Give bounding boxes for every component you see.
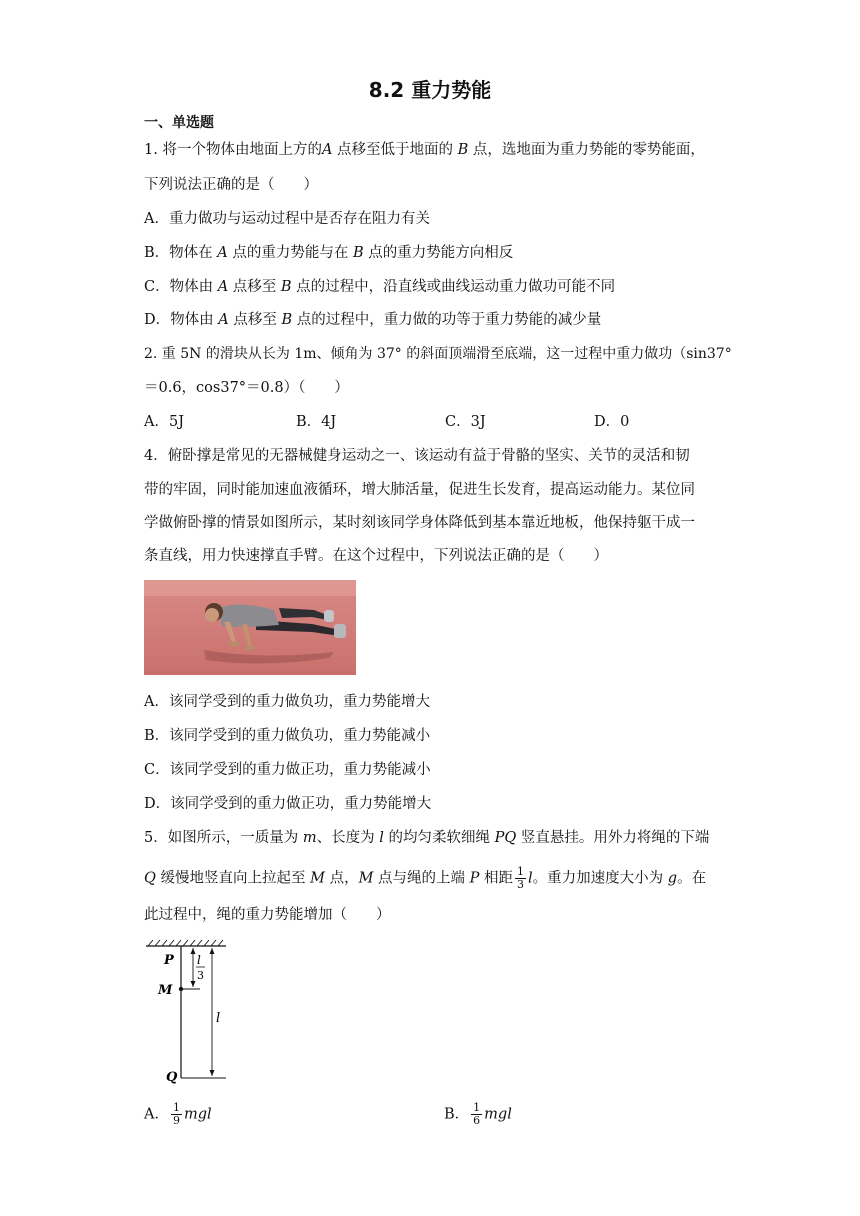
q4-option-a: A．该同学受到的重力做负功，重力势能增大 [144,694,430,710]
q2-option-d: D．0 [594,414,630,430]
label-p: P [164,953,174,968]
q1-option-a: A．重力做功与运动过程中是否存在阻力有关 [144,211,430,227]
label-m: M [158,983,173,998]
q2-option-a: A．5J [144,414,185,430]
label-frac-num: l [197,953,201,967]
section-heading: 一、单选题 [144,115,214,131]
q4-option-c: C．该同学受到的重力做正功，重力势能减小 [144,762,431,778]
page-title: 8.2 重力势能 [368,78,492,102]
q1-option-b: B．物体在 A 点的重力势能与在 B 点的重力势能方向相反 [144,245,514,261]
q4-option-d: D．该同学受到的重力做正功，重力势能增大 [144,796,432,812]
q1-line2: 下列说法正确的是（ ） [144,177,318,193]
q2-option-c: C．3J [445,414,486,430]
q5-line2: Q 缓慢地竖直向上拉起至 M 点，M 点与绳的上端 P 相距 $\frac{1}{3}$ l。重力加速度大小为 g。在 [144,865,707,891]
q2-line2: ＝0.6，cos37°＝0.8）（ ） [144,380,349,396]
q1-line1: 1. 将一个物体由地面上方的A 点移至低于地面的 B 点，选地面为重力势能的零势能面， [144,142,705,158]
q1-option-d: D．物体由 A 点移至 B 点的过程中，重力做的功等于重力势能的减少量 [144,312,602,328]
q4-line2: 带的牢固，同时能加速血液循环，增大肺活量，促进生长发育，提高运动能力。某位同 [144,482,695,498]
q2-option-b: B．4J [296,414,337,430]
q4-line4: 条直线，用力快速撑直手臂。在这个过程中，下列说法正确的是（ ） [144,548,608,564]
q2-line1: 2. 重 5N 的滑块从长为 1m、倾角为 37° 的斜面顶端滑至底端，这一过程中重力做功（sin37° [144,346,732,362]
label-l: l [216,1011,221,1026]
label-frac-den: 3 [197,969,204,982]
q4-line3: 学做俯卧撑的情景如图所示，某时刻该同学身体降低到基本靠近地板，他保持躯干成一 [144,515,695,531]
rope-diagram [140,938,240,1084]
label-q: Q [166,1070,178,1084]
fraction-one-third: $\frac{1}{3}$ [517,865,525,891]
q5-line1: 5．如图所示，一质量为 m、长度为 l 的均匀柔软细绳 PQ 竖直悬挂。用外力将绳的下端 [144,830,710,846]
q5-option-a: A． $\frac{1}{9}$ mgl [144,1101,212,1127]
q1-option-c: C．物体由 A 点移至 B 点的过程中，沿直线或曲线运动重力做功可能不同 [144,279,616,295]
pushup-photo [144,580,356,675]
q4-line1: 4．俯卧撑是常见的无器械健身运动之一、该运动有益于骨骼的坚实、关节的灵活和韧 [144,448,690,464]
q4-option-b: B．该同学受到的重力做负功，重力势能减小 [144,728,431,744]
q5-line3: 此过程中，绳的重力势能增加（ ） [144,907,391,923]
q5-option-b: B． $\frac{1}{6}$ mgl [444,1101,512,1127]
